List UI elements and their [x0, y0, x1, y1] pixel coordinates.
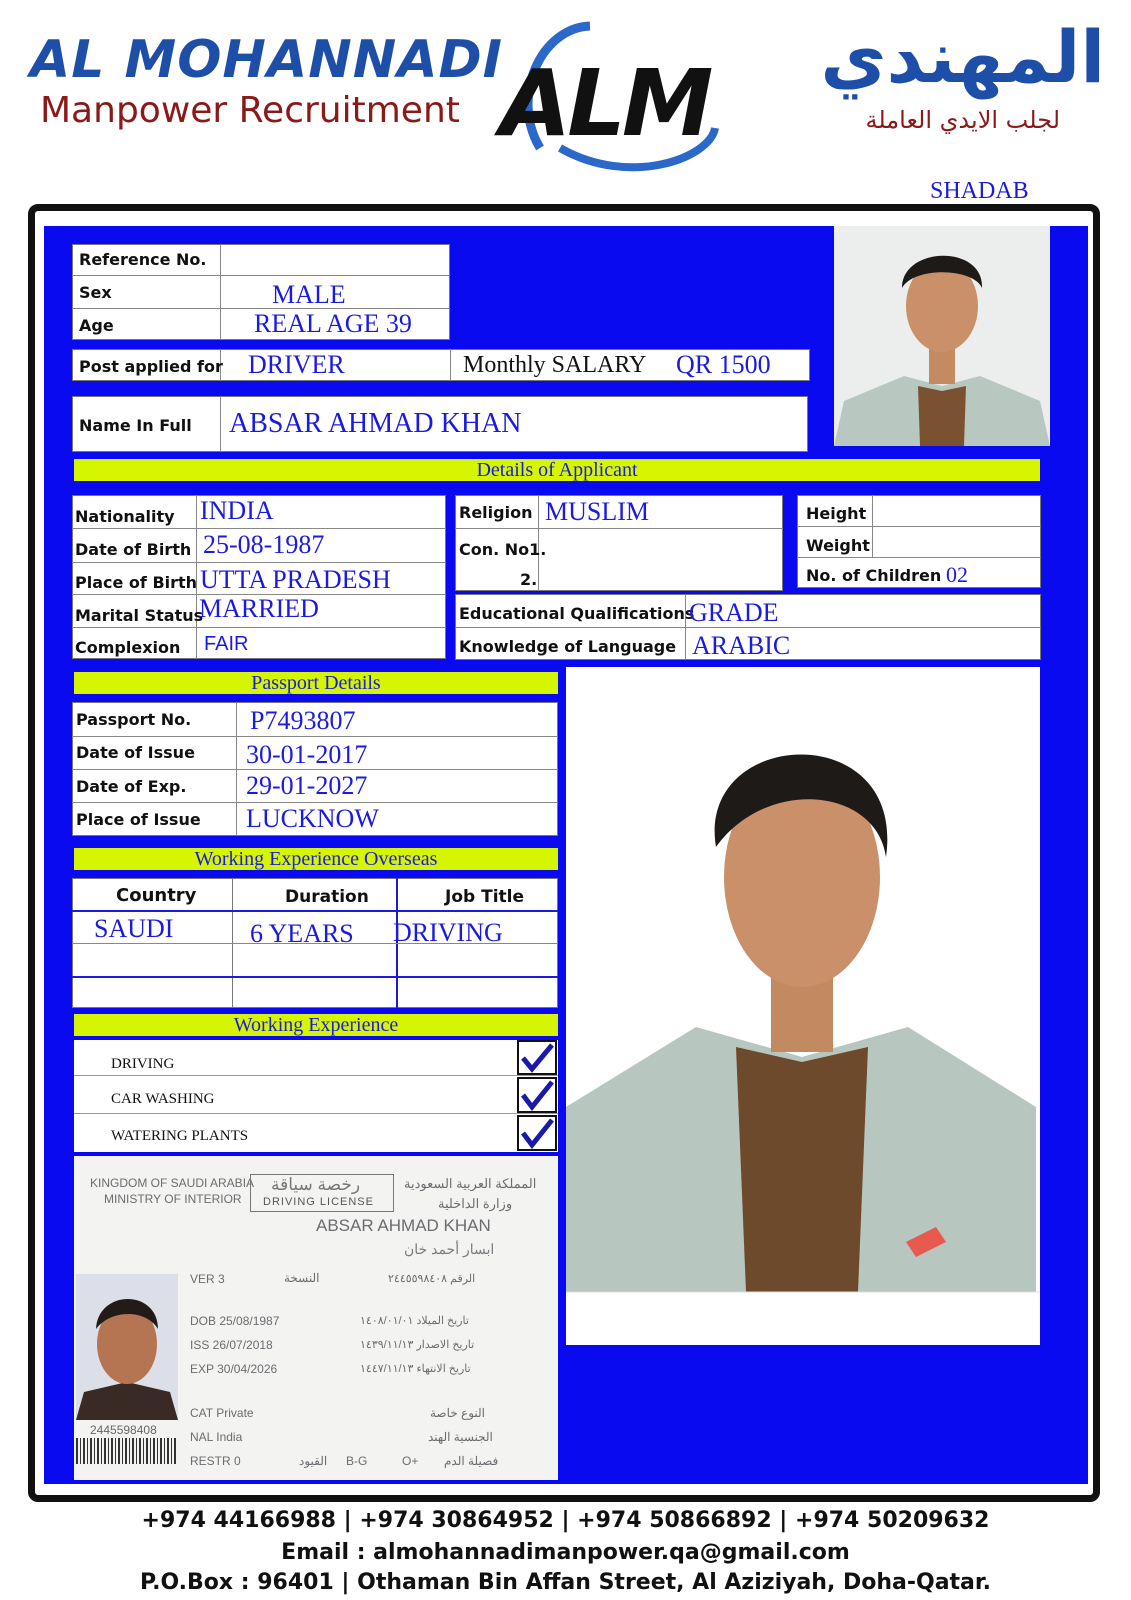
- col-header-job: Job Title: [445, 887, 524, 907]
- language-label: Knowledge of Language: [459, 637, 677, 656]
- sex-value: MALE: [272, 280, 346, 309]
- company-subtitle-en: Manpower Recruitment: [40, 90, 460, 131]
- license-nal: NAL India: [190, 1430, 243, 1444]
- nationality-label: Nationality: [75, 507, 175, 526]
- license-title-box: [250, 1174, 394, 1212]
- issue-date-label: Date of Issue: [76, 743, 195, 762]
- license-photo: [76, 1274, 178, 1420]
- license-number-ar: الرقم ٢٤٤٥٥٩٨٤٠٨: [388, 1273, 476, 1285]
- passport-heading: Passport Details: [74, 672, 558, 694]
- salary-label: Monthly SALARY: [463, 352, 647, 378]
- alm-logo-text: ALM: [500, 50, 710, 157]
- license-country-en: KINGDOM OF SAUDI ARABIA: [90, 1176, 255, 1190]
- weight-label: Weight: [806, 536, 870, 555]
- marital-value: MARRIED: [199, 594, 319, 623]
- overseas-country: SAUDI: [94, 914, 174, 943]
- company-name-en: AL MOHANNADI: [30, 30, 503, 90]
- complexion-label: Complexion: [75, 638, 181, 657]
- expiry-date-label: Date of Exp.: [76, 777, 187, 796]
- license-iss-ar: تاريخ الاصدار ١٤٣٩/١١/١٣: [360, 1339, 475, 1351]
- name-value: ABSAR AHMAD KHAN: [229, 408, 522, 439]
- language-value: ARABIC: [692, 631, 791, 660]
- passport-no-value: P7493807: [250, 706, 356, 735]
- dob-label: Date of Birth: [75, 540, 192, 559]
- footer-address: P.O.Box : 96401 | Othaman Bin Affan Street, Al Aziziyah, Doha-Qatar.: [140, 1570, 991, 1595]
- contact1-label: Con. No1.: [459, 540, 547, 559]
- children-label: No. of Children: [806, 566, 942, 585]
- license-ver-ar: النسخة: [284, 1271, 320, 1285]
- sex-label: Sex: [79, 283, 112, 302]
- skill-car-washing: CAR WASHING: [111, 1091, 215, 1107]
- education-value: GRADE: [689, 598, 779, 627]
- license-blood: O+: [402, 1454, 419, 1468]
- overseas-heading: Working Experience Overseas: [74, 848, 558, 870]
- check-icon: [523, 1082, 552, 1107]
- overseas-job: DRIVING: [393, 918, 503, 947]
- skill-driving: DRIVING: [111, 1056, 175, 1072]
- reference-label: Reference No.: [79, 250, 207, 269]
- contact2-label: 2.: [520, 570, 538, 589]
- religion-value: MUSLIM: [545, 497, 650, 526]
- footer-email: Email : almohannadimanpower.qa@gmail.com: [281, 1540, 850, 1565]
- license-ministry-ar: وزارة الداخلية: [438, 1196, 513, 1211]
- license-dob: DOB 25/08/1987: [190, 1314, 280, 1328]
- education-label: Educational Qualifications: [459, 604, 695, 623]
- license-nal-ar: الجنسية الهند: [428, 1430, 493, 1444]
- overseas-duration: 6 YEARS: [250, 919, 354, 948]
- license-cat: CAT Private: [190, 1406, 254, 1420]
- salary-value: QR 1500: [676, 350, 771, 379]
- applicant-photo-large: [566, 667, 1040, 1345]
- col-header-duration: Duration: [285, 887, 369, 907]
- pob-value: UTTA PRADESH: [200, 565, 391, 594]
- license-ministry-en: MINISTRY OF INTERIOR: [104, 1192, 242, 1206]
- license-blood-ar: فصيلة الدم: [444, 1454, 499, 1468]
- license-dob-ar: تاريخ الميلاد ١٤٠٨/٠١/٠١: [360, 1315, 469, 1327]
- checkbox-watering-plants[interactable]: [517, 1115, 557, 1151]
- company-name-ar: المهندي: [820, 15, 1105, 99]
- name-label: Name In Full: [79, 416, 192, 435]
- experience-heading: Working Experience: [74, 1014, 558, 1036]
- license-title-ar: رخصة سياقة: [271, 1175, 361, 1194]
- license-name-en: ABSAR AHMAD KHAN: [316, 1216, 491, 1235]
- agent-name: SHADAB: [930, 178, 1029, 204]
- license-ver: VER 3: [190, 1272, 225, 1286]
- license-country-ar: المملكة العربية السعودية: [404, 1176, 537, 1191]
- place-of-issue-label: Place of Issue: [76, 810, 201, 829]
- dob-value: 25-08-1987: [203, 530, 325, 559]
- license-number: 2445598408: [90, 1423, 157, 1437]
- check-icon: [523, 1045, 552, 1069]
- driving-license: [74, 1156, 558, 1480]
- company-subtitle-ar: لجلب الايدي العاملة: [865, 106, 1060, 134]
- license-blood-label: B-G: [346, 1454, 368, 1468]
- checkbox-car-washing[interactable]: [517, 1077, 557, 1113]
- license-cat-ar: النوع خاصة: [430, 1406, 486, 1420]
- details-heading: Details of Applicant: [74, 459, 1040, 481]
- issue-date-value: 30-01-2017: [246, 740, 368, 769]
- height-label: Height: [806, 504, 867, 523]
- religion-label: Religion: [459, 503, 533, 522]
- license-exp-ar: تاريخ الانتهاء ١٤٤٧/١١/١٣: [360, 1363, 471, 1375]
- passport-no-label: Passport No.: [76, 710, 192, 729]
- footer-phones: +974 44166988 | +974 30864952 | +974 50866892 | +974 50209632: [141, 1508, 990, 1533]
- post-value: DRIVER: [248, 350, 345, 379]
- marital-label: Marital Status: [75, 606, 204, 625]
- checkbox-driving[interactable]: [517, 1040, 557, 1075]
- license-restr-ar: القيود: [299, 1454, 328, 1468]
- col-header-country: Country: [116, 885, 197, 906]
- license-name-ar: ابسار أحمد خان: [404, 1241, 495, 1257]
- nationality-value: INDIA: [200, 496, 274, 525]
- license-restr: RESTR 0: [190, 1454, 241, 1468]
- barcode: [76, 1438, 178, 1464]
- license-title-en: DRIVING LICENSE: [263, 1196, 374, 1208]
- license-iss: ISS 26/07/2018: [190, 1338, 273, 1352]
- complexion-value: FAIR: [204, 633, 249, 655]
- license-exp: EXP 30/04/2026: [190, 1362, 278, 1376]
- skill-watering-plants: WATERING PLANTS: [111, 1128, 249, 1144]
- age-label: Age: [79, 316, 114, 335]
- expiry-date-value: 29-01-2027: [246, 771, 368, 800]
- applicant-photo-small: [834, 226, 1050, 446]
- pob-label: Place of Birth: [75, 573, 198, 592]
- age-value: REAL AGE 39: [254, 309, 412, 338]
- post-label: Post applied for: [79, 357, 223, 376]
- children-value: 02: [946, 562, 968, 587]
- place-of-issue-value: LUCKNOW: [246, 804, 379, 833]
- check-icon: [523, 1120, 552, 1145]
